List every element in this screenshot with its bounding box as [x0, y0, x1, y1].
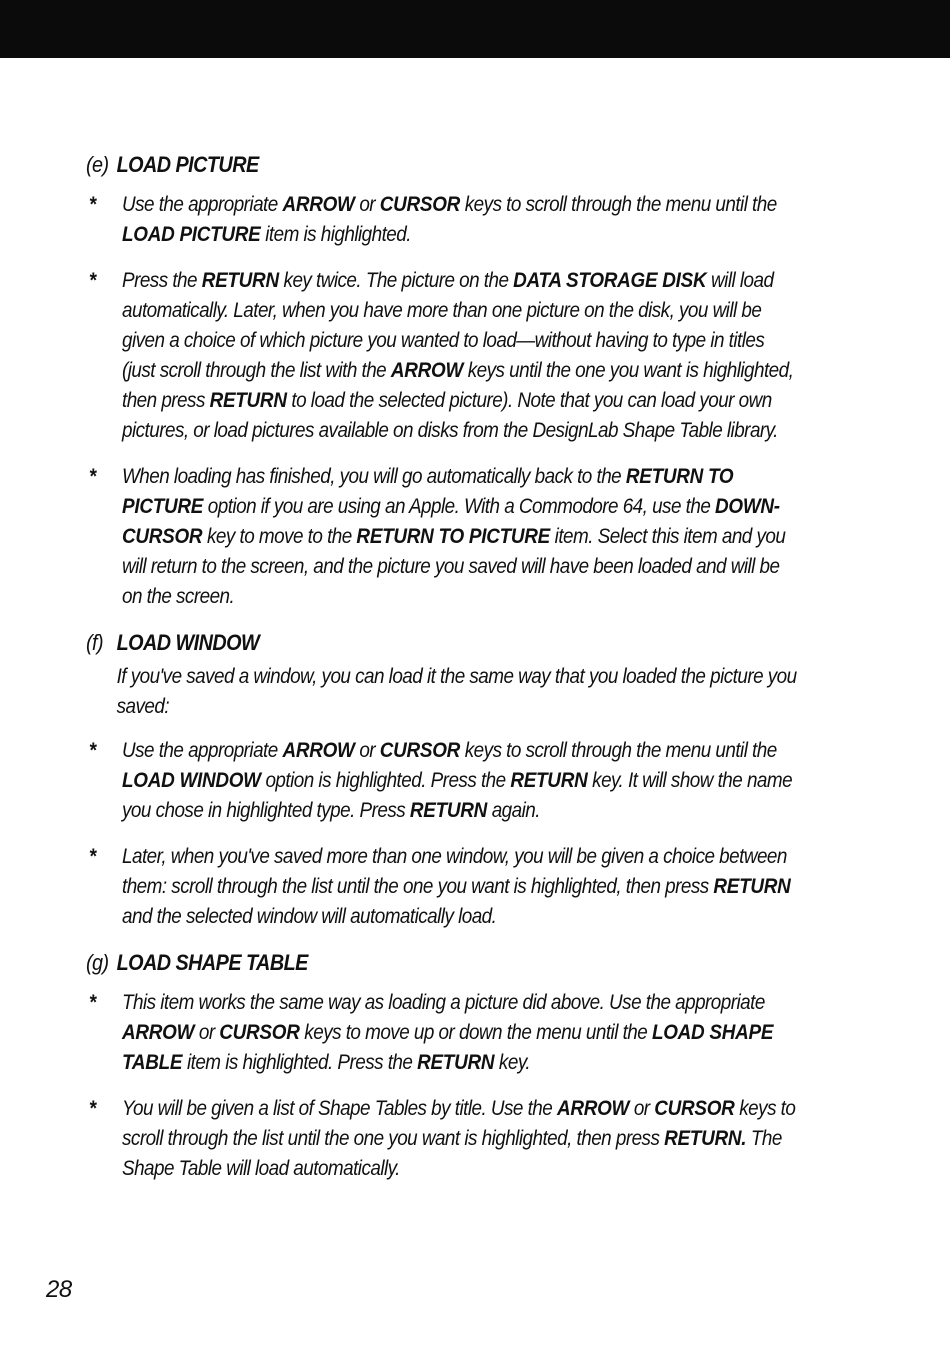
text: keys to scroll through the menu until the: [460, 193, 777, 216]
text: keys until the one you want is highlighted, then press: [122, 359, 794, 412]
key-term: CURSOR: [379, 739, 461, 762]
bullet-item: [86, 1094, 797, 1184]
text: key.: [494, 1051, 531, 1074]
bullet-star-icon: *: [89, 269, 97, 292]
bullet-item: [86, 266, 797, 446]
text: The Shape Table will load automatically.: [122, 1127, 782, 1180]
section-title: LOAD WINDOW: [116, 630, 260, 655]
bullet-item: [86, 736, 797, 826]
key-term: ARROW: [122, 1021, 195, 1044]
section-heading-load-window: [86, 628, 797, 658]
text: again.: [486, 799, 540, 822]
bullet-star-icon: *: [89, 1097, 97, 1120]
key-term: ARROW: [282, 739, 355, 762]
section-title: LOAD PICTURE: [116, 152, 259, 177]
section-letter: (f): [86, 630, 104, 655]
text: or: [354, 739, 380, 762]
key-term: LOAD PICTURE: [122, 223, 261, 246]
text: option is highlighted. Press the: [260, 769, 511, 792]
page-number: 28: [46, 1276, 72, 1303]
key-term: CURSOR: [654, 1097, 735, 1120]
text: key to move to the: [202, 525, 357, 548]
text: You will be given a list of Shape Tables by title. Use the: [122, 1097, 557, 1120]
bullet-star-icon: *: [89, 465, 97, 488]
section-heading-load-picture: [86, 150, 797, 180]
key-term: RETURN.: [664, 1127, 747, 1150]
key-term: ARROW: [282, 193, 355, 216]
bullet-star-icon: *: [89, 845, 97, 868]
section-letter: (g): [86, 950, 109, 975]
key-term: RETURN: [201, 269, 279, 292]
bullet-star-icon: *: [89, 193, 97, 216]
text: When loading has finished, you will go automatically back to the: [122, 465, 626, 488]
text: will load automatically. Later, when you have more than one picture on the disk, you will be given a choice of which picture you wanted to load—without having to type in titles (just scroll through the list with the: [122, 269, 774, 382]
key-term: RETURN: [409, 799, 487, 822]
section-title: LOAD SHAPE TABLE: [116, 950, 308, 975]
text: option if you are using an Apple. With a Commodore 64, use the: [203, 495, 716, 518]
text: This item works the same way as loading a picture did above. Use the appropriate: [122, 991, 765, 1014]
top-black-bar: [0, 0, 950, 58]
text: or: [354, 193, 380, 216]
text: or: [194, 1021, 220, 1044]
text: Use the appropriate: [122, 193, 283, 216]
text: Press the: [122, 269, 202, 292]
bullet-item: [86, 988, 797, 1078]
key-term: DOWN-CURSOR: [122, 495, 780, 548]
key-term: CURSOR: [379, 193, 461, 216]
section-letter: (e): [86, 152, 109, 177]
bullet-item: [86, 190, 797, 250]
section-heading-load-shape-table: [86, 948, 797, 978]
bullet-item: [86, 462, 797, 612]
key-term: ARROW: [390, 359, 464, 382]
text: keys to scroll through the menu until the: [460, 739, 777, 762]
text: keys to move up or down the menu until the: [299, 1021, 652, 1044]
bullet-star-icon: *: [89, 991, 97, 1014]
text: item is highlighted. Press the: [182, 1051, 418, 1074]
key-term: RETURN: [417, 1051, 495, 1074]
text: to load the selected picture). Note that you can load your own pictures, or load pictures available on disks from the DesignLab Shape Table library.: [122, 389, 778, 442]
text: keys to scroll through the list until the one you want is highlighted, then press: [122, 1097, 796, 1150]
text: key. It will show the name you chose in highlighted type. Press: [122, 769, 793, 822]
text: item. Select this item and you will return to the screen, and the picture you saved will have been loaded and will be on the screen.: [122, 525, 786, 608]
text: key twice. The picture on the: [278, 269, 514, 292]
key-term: DATA STORAGE DISK: [513, 269, 707, 292]
key-term: LOAD SHAPE TABLE: [122, 1021, 774, 1074]
text: or: [629, 1097, 655, 1120]
text: Later, when you've saved more than one window, you will be given a choice between them: scroll through the list until the one you want is highlighted, then press: [122, 845, 787, 898]
page-content: [86, 150, 797, 1200]
key-term: LOAD WINDOW: [122, 769, 261, 792]
key-term: RETURN: [510, 769, 588, 792]
key-term: RETURN TO PICTURE: [356, 525, 550, 548]
bullet-star-icon: *: [89, 739, 97, 762]
key-term: RETURN: [209, 389, 287, 412]
key-term: CURSOR: [219, 1021, 300, 1044]
text: Use the appropriate: [122, 739, 283, 762]
text: and the selected window will automatically load.: [122, 905, 497, 928]
text: item is highlighted.: [260, 223, 411, 246]
key-term: RETURN: [713, 875, 791, 898]
key-term: RETURN TO PICTURE: [122, 465, 734, 518]
bullet-item: [86, 842, 797, 932]
section-intro: If you've saved a window, you can load it the same way that you loaded the picture you saved:: [116, 665, 797, 718]
key-term: ARROW: [556, 1097, 630, 1120]
